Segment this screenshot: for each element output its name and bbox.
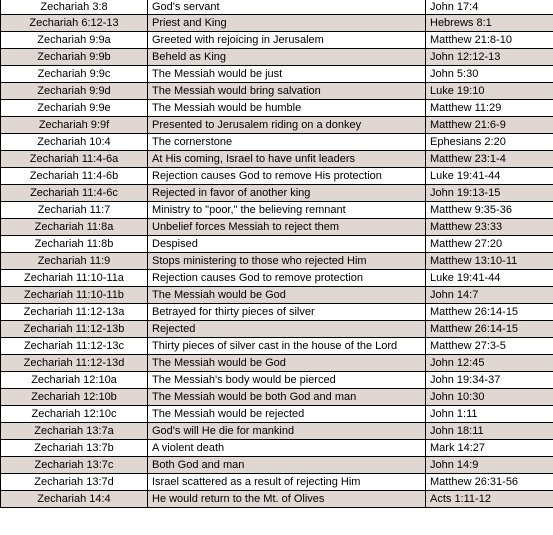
table-row <box>1 423 553 440</box>
table-row <box>1 32 553 49</box>
table-row <box>1 253 553 270</box>
prophecy-description-cell: Greeted with rejoicing in Jerusalem <box>148 32 426 49</box>
fulfillment-reference-cell: Matthew 21:8-10 <box>426 32 553 49</box>
table-row <box>1 440 553 457</box>
prophecy-description-cell: Presented to Jerusalem riding on a donkey <box>148 117 426 134</box>
table-row <box>1 270 553 287</box>
prophecy-description-cell: Unbelief forces Messiah to reject them <box>148 219 426 236</box>
old-testament-reference-cell: Zechariah 14:4 <box>1 491 148 508</box>
prophecy-description-cell: Both God and man <box>148 457 426 474</box>
fulfillment-reference-cell: John 12:45 <box>426 355 553 372</box>
prophecy-description-cell: The Messiah's body would be pierced <box>148 372 426 389</box>
prophecy-description-cell: Beheld as King <box>148 49 426 66</box>
prophecy-description-cell: The Messiah would be just <box>148 66 426 83</box>
fulfillment-reference-cell: Matthew 27:20 <box>426 236 553 253</box>
old-testament-reference-cell: Zechariah 11:8a <box>1 219 148 236</box>
prophecy-description-cell: He would return to the Mt. of Olives <box>148 491 426 508</box>
table-row <box>1 66 553 83</box>
prophecy-description-cell: God's servant <box>148 0 426 15</box>
prophecy-description-cell: The Messiah would be humble <box>148 100 426 117</box>
fulfillment-reference-cell: John 19:13-15 <box>426 185 553 202</box>
old-testament-reference-cell: Zechariah 9:9a <box>1 32 148 49</box>
table-row <box>1 100 553 117</box>
prophecy-description-cell: Despised <box>148 236 426 253</box>
prophecy-description-cell: Rejection causes God to remove His protection <box>148 168 426 185</box>
old-testament-reference-cell: Zechariah 10:4 <box>1 134 148 151</box>
prophecy-description-cell: The Messiah would be God <box>148 287 426 304</box>
prophecy-description-cell: Betrayed for thirty pieces of silver <box>148 304 426 321</box>
fulfillment-reference-cell: Hebrews 8:1 <box>426 15 553 32</box>
fulfillment-reference-cell: John 12:12-13 <box>426 49 553 66</box>
fulfillment-reference-cell: Matthew 23:33 <box>426 219 553 236</box>
prophecy-description-cell: The Messiah would bring salvation <box>148 83 426 100</box>
prophecy-description-cell: Rejected <box>148 321 426 338</box>
fulfillment-reference-cell: Luke 19:41-44 <box>426 270 553 287</box>
old-testament-reference-cell: Zechariah 9:9c <box>1 66 148 83</box>
table-row <box>1 304 553 321</box>
table-row <box>1 49 553 66</box>
prophecy-table-body <box>1 0 553 508</box>
table-row <box>1 151 553 168</box>
table-row <box>1 117 553 134</box>
fulfillment-reference-cell: Matthew 23:1-4 <box>426 151 553 168</box>
old-testament-reference-cell: Zechariah 11:12-13a <box>1 304 148 321</box>
table-row <box>1 202 553 219</box>
table-row <box>1 389 553 406</box>
old-testament-reference-cell: Zechariah 12:10c <box>1 406 148 423</box>
table-row <box>1 457 553 474</box>
fulfillment-reference-cell: John 19:34-37 <box>426 372 553 389</box>
prophecy-description-cell: Rejected in favor of another king <box>148 185 426 202</box>
prophecy-description-cell: Stops ministering to those who rejected Him <box>148 253 426 270</box>
fulfillment-reference-cell: John 1:11 <box>426 406 553 423</box>
prophecy-description-cell: Israel scattered as a result of rejecting Him <box>148 474 426 491</box>
old-testament-reference-cell: Zechariah 11:12-13c <box>1 338 148 355</box>
old-testament-reference-cell: Zechariah 12:10b <box>1 389 148 406</box>
old-testament-reference-cell: Zechariah 11:12-13b <box>1 321 148 338</box>
old-testament-reference-cell: Zechariah 11:4-6b <box>1 168 148 185</box>
table-row <box>1 474 553 491</box>
prophecy-description-cell: The cornerstone <box>148 134 426 151</box>
table-row <box>1 236 553 253</box>
fulfillment-reference-cell: John 17:4 <box>426 0 553 15</box>
fulfillment-reference-cell: Matthew 9:35-36 <box>426 202 553 219</box>
table-row <box>1 185 553 202</box>
table-row <box>1 321 553 338</box>
table-row <box>1 406 553 423</box>
fulfillment-reference-cell: John 14:9 <box>426 457 553 474</box>
fulfillment-reference-cell: Acts 1:11-12 <box>426 491 553 508</box>
fulfillment-reference-cell: Ephesians 2:20 <box>426 134 553 151</box>
old-testament-reference-cell: Zechariah 11:4-6c <box>1 185 148 202</box>
old-testament-reference-cell: Zechariah 11:10-11a <box>1 270 148 287</box>
old-testament-reference-cell: Zechariah 13:7d <box>1 474 148 491</box>
prophecy-description-cell: The Messiah would be rejected <box>148 406 426 423</box>
old-testament-reference-cell: Zechariah 9:9f <box>1 117 148 134</box>
fulfillment-reference-cell: Matthew 11:29 <box>426 100 553 117</box>
fulfillment-reference-cell: Matthew 26:31-56 <box>426 474 553 491</box>
prophecy-description-cell: Ministry to "poor," the believing remnant <box>148 202 426 219</box>
table-row <box>1 168 553 185</box>
table-row <box>1 15 553 32</box>
table-row <box>1 338 553 355</box>
old-testament-reference-cell: Zechariah 12:10a <box>1 372 148 389</box>
old-testament-reference-cell: Zechariah 9:9d <box>1 83 148 100</box>
prophecy-description-cell: At His coming, Israel to have unfit leaders <box>148 151 426 168</box>
old-testament-reference-cell: Zechariah 13:7c <box>1 457 148 474</box>
fulfillment-reference-cell: John 5:30 <box>426 66 553 83</box>
old-testament-reference-cell: Zechariah 11:7 <box>1 202 148 219</box>
old-testament-reference-cell: Zechariah 13:7b <box>1 440 148 457</box>
old-testament-reference-cell: Zechariah 9:9b <box>1 49 148 66</box>
prophecy-description-cell: God's will He die for mankind <box>148 423 426 440</box>
fulfillment-reference-cell: Luke 19:41-44 <box>426 168 553 185</box>
table-row <box>1 355 553 372</box>
fulfillment-reference-cell: Matthew 26:14-15 <box>426 321 553 338</box>
old-testament-reference-cell: Zechariah 11:10-11b <box>1 287 148 304</box>
table-row <box>1 219 553 236</box>
fulfillment-reference-cell: Matthew 13:10-11 <box>426 253 553 270</box>
old-testament-reference-cell: Zechariah 6:12-13 <box>1 15 148 32</box>
prophecy-description-cell: Thirty pieces of silver cast in the house of the Lord <box>148 338 426 355</box>
fulfillment-reference-cell: Matthew 26:14-15 <box>426 304 553 321</box>
old-testament-reference-cell: Zechariah 13:7a <box>1 423 148 440</box>
fulfillment-reference-cell: Mark 14:27 <box>426 440 553 457</box>
prophecy-description-cell: A violent death <box>148 440 426 457</box>
fulfillment-reference-cell: John 14:7 <box>426 287 553 304</box>
old-testament-reference-cell: Zechariah 11:12-13d <box>1 355 148 372</box>
old-testament-reference-cell: Zechariah 11:9 <box>1 253 148 270</box>
table-row <box>1 372 553 389</box>
table-row <box>1 134 553 151</box>
fulfillment-reference-cell: Matthew 27:3-5 <box>426 338 553 355</box>
prophecy-description-cell: Rejection causes God to remove protection <box>148 270 426 287</box>
old-testament-reference-cell: Zechariah 11:8b <box>1 236 148 253</box>
table-row <box>1 287 553 304</box>
old-testament-reference-cell: Zechariah 11:4-6a <box>1 151 148 168</box>
fulfillment-reference-cell: Luke 19:10 <box>426 83 553 100</box>
fulfillment-reference-cell: John 18:11 <box>426 423 553 440</box>
fulfillment-reference-cell: Matthew 21:6-9 <box>426 117 553 134</box>
table-row <box>1 83 553 100</box>
old-testament-reference-cell: Zechariah 3:8 <box>1 0 148 15</box>
prophecy-description-cell: Priest and King <box>148 15 426 32</box>
fulfillment-reference-cell: John 10:30 <box>426 389 553 406</box>
table-row <box>1 491 553 508</box>
table-row <box>1 0 553 15</box>
old-testament-reference-cell: Zechariah 9:9e <box>1 100 148 117</box>
prophecy-description-cell: The Messiah would be both God and man <box>148 389 426 406</box>
prophecy-description-cell: The Messiah would be God <box>148 355 426 372</box>
